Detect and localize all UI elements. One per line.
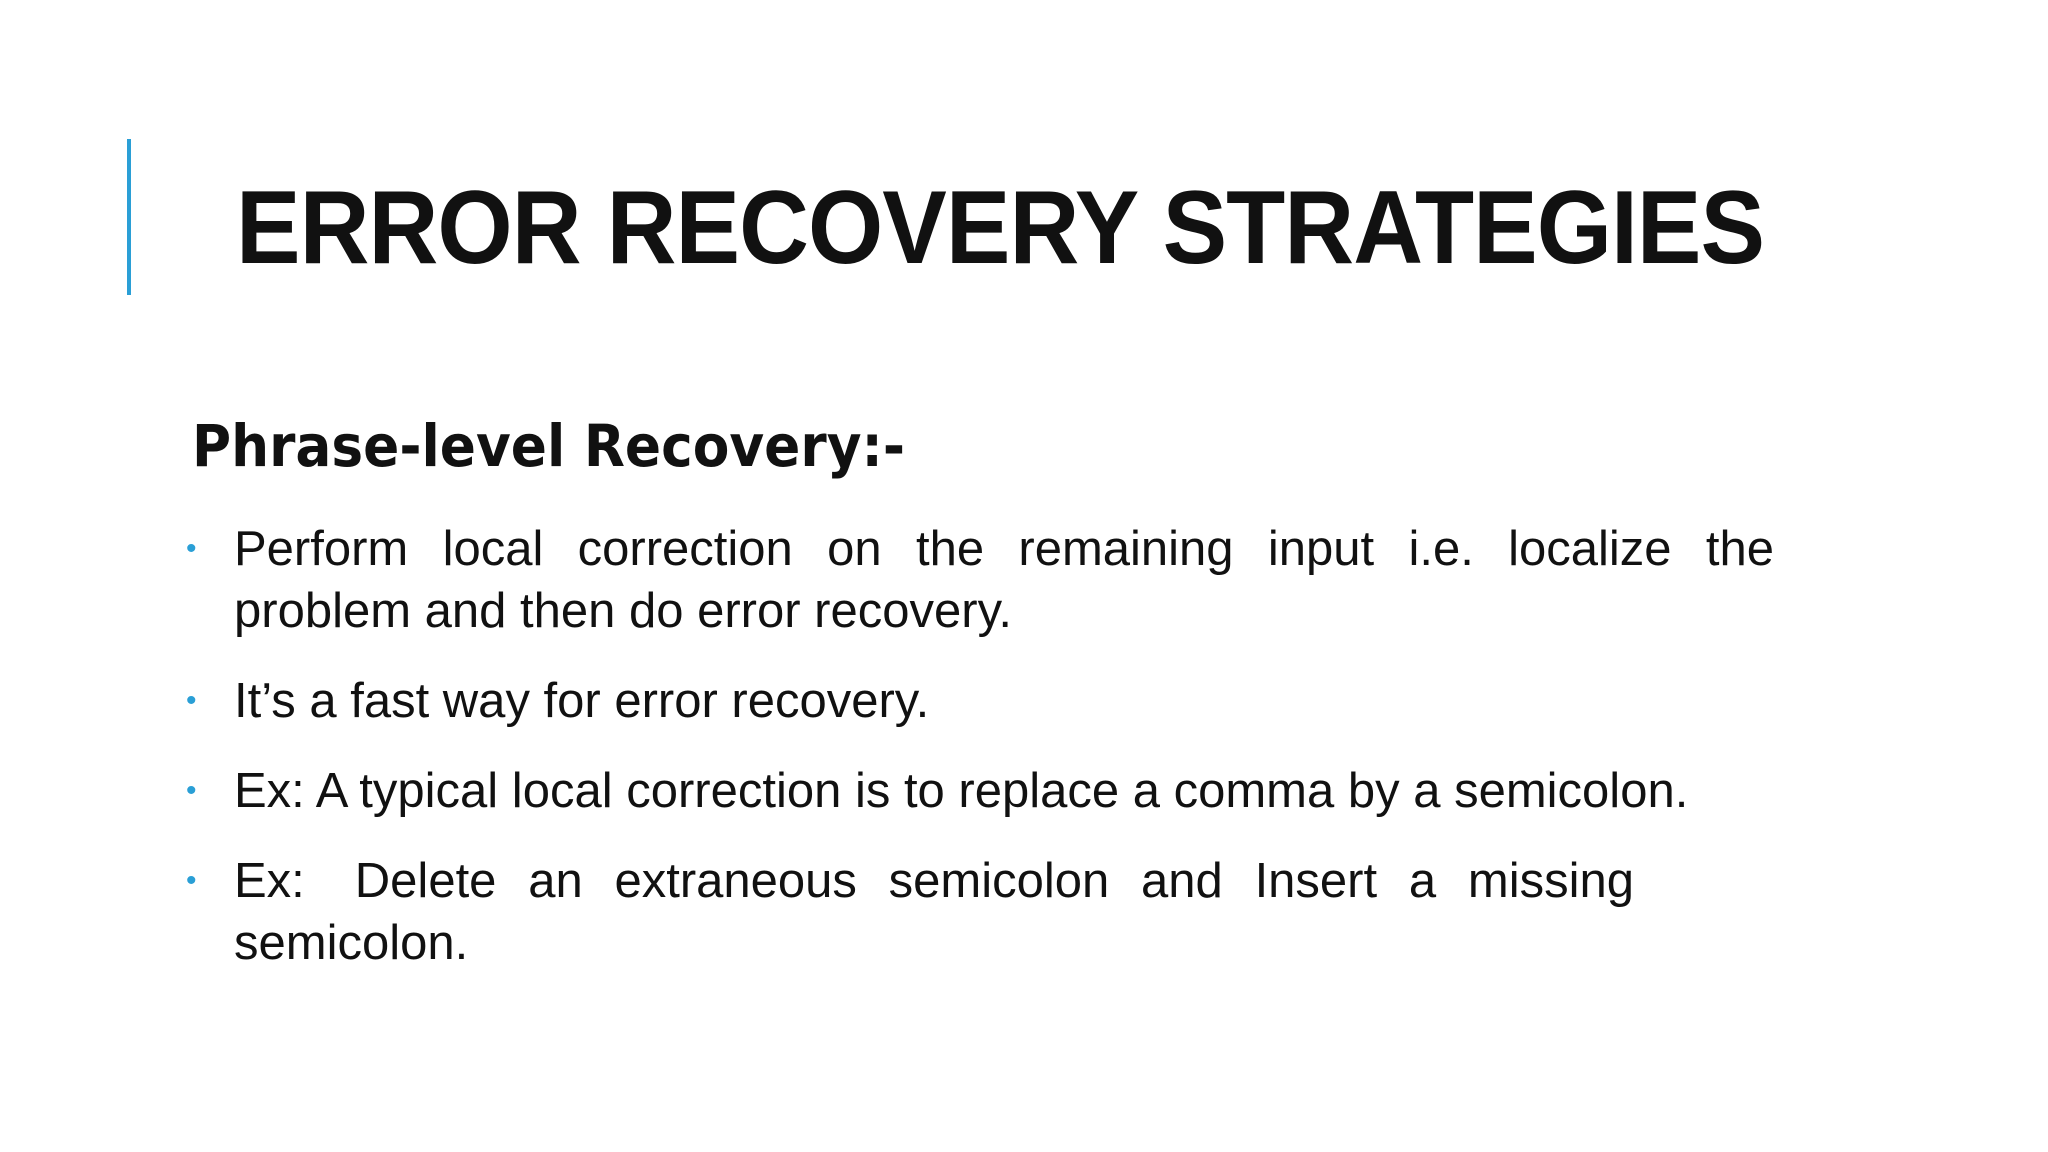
bullet-text: Ex: A typical local correction is to replace a comma by a semicolon. bbox=[234, 764, 1689, 818]
bullet-item bbox=[180, 760, 1820, 822]
bullet-marker-icon: • bbox=[186, 684, 197, 717]
slide-title: ERROR RECOVERY STRATEGIES bbox=[236, 170, 1765, 286]
bullet-text: It’s a fast way for error recovery. bbox=[234, 674, 930, 728]
bullet-item bbox=[180, 670, 1820, 732]
bullet-prefix: Ex: bbox=[234, 854, 305, 908]
bullet-text: Perform local correction on the remaining input i.e. localize the problem and then do error recovery. bbox=[234, 522, 1774, 638]
bullet-item bbox=[180, 850, 1820, 974]
title-accent-bar bbox=[127, 139, 131, 295]
bullet-marker-icon: • bbox=[186, 774, 197, 807]
bullet-item bbox=[180, 518, 1820, 642]
bullet-text-wrapper bbox=[234, 850, 1634, 974]
section-subheading: Phrase-level Recovery:- bbox=[192, 412, 905, 480]
bullet-text: Delete an extraneous semicolon and Insert a missing semicolon. bbox=[234, 854, 1634, 970]
bullet-marker-icon: • bbox=[186, 532, 197, 565]
bullet-marker-icon: • bbox=[186, 864, 197, 897]
bullet-list bbox=[180, 518, 1820, 1002]
